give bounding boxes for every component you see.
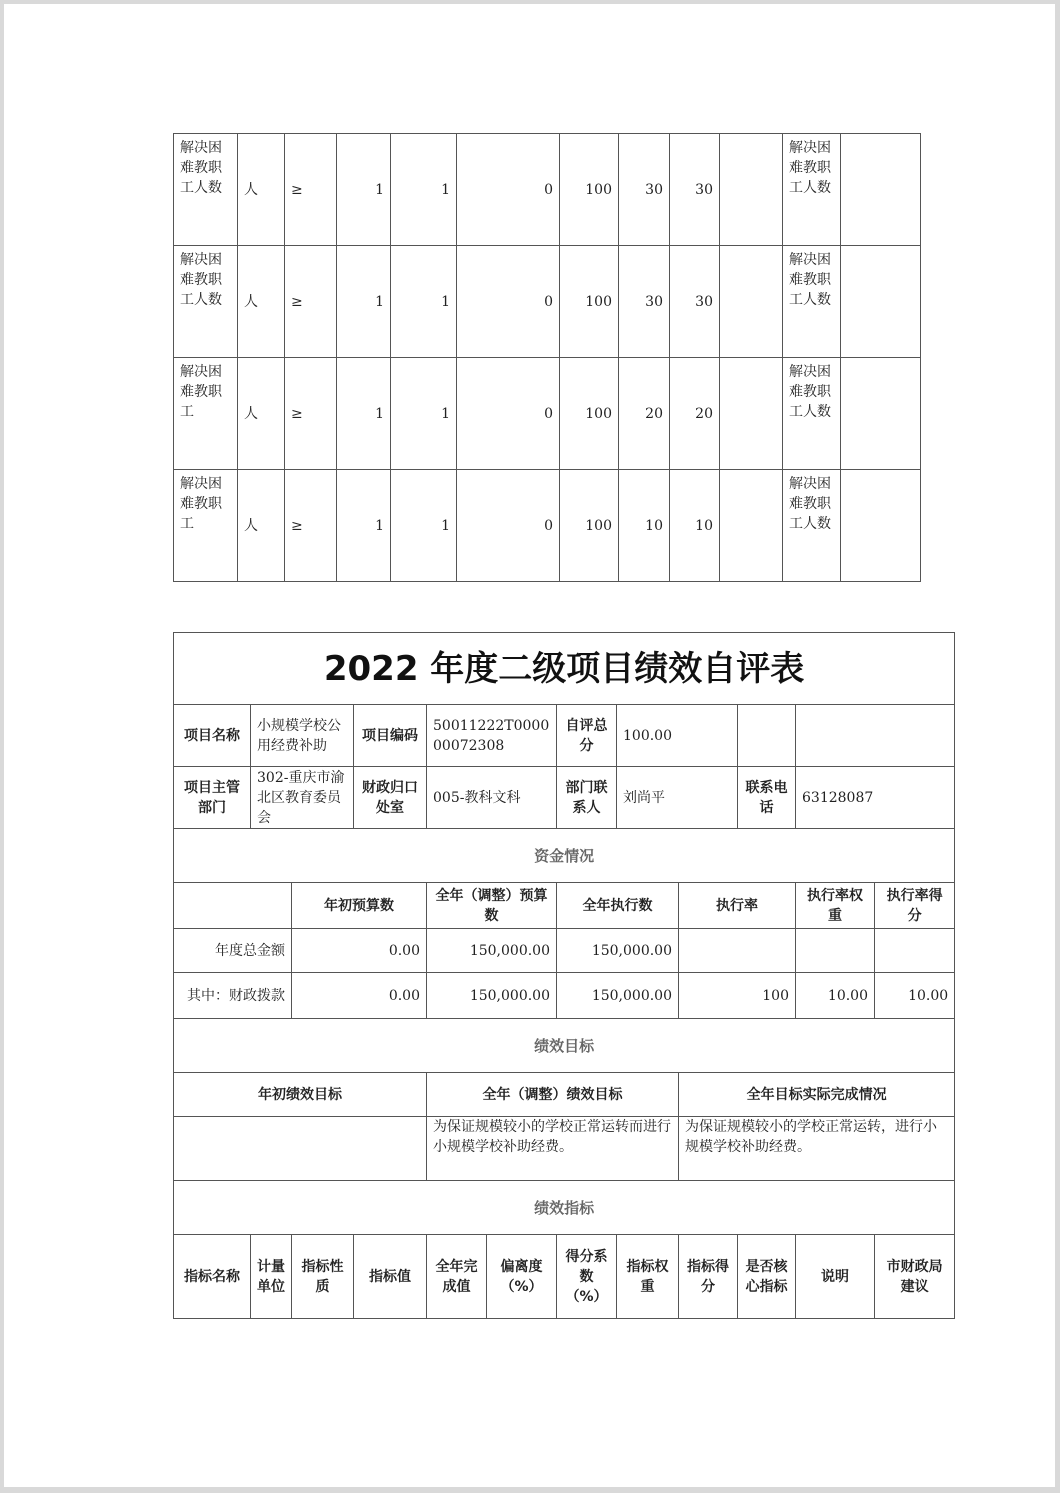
indicator-cell-v3: 0 xyxy=(457,134,560,246)
indicator-header-3: 指标值 xyxy=(354,1235,427,1319)
funds-row-rate: 100 xyxy=(679,973,796,1019)
indicator-cell-name: 解决困难教职工人数 xyxy=(174,134,238,246)
funds-row-budget: 0.00 xyxy=(292,929,427,973)
indicator-header-0: 指标名称 xyxy=(174,1235,251,1319)
goals-header-actual: 全年目标实际完成情况 xyxy=(679,1073,955,1117)
phone-value: 63128087 xyxy=(796,767,955,829)
indicator-cell-v6: 20 xyxy=(670,358,720,470)
indicator-cell-op: ≥ xyxy=(285,246,337,358)
indicator-header-7: 指标权重 xyxy=(617,1235,679,1319)
funds-header-budget: 年初预算数 xyxy=(292,883,427,929)
project-name-label: 项目名称 xyxy=(174,705,251,767)
indicator-cell-name: 解决困难教职工 xyxy=(174,358,238,470)
goals-actual-value: 为保证规模较小的学校正常运转，进行小规模学校补助经费。 xyxy=(679,1117,955,1181)
funds-row-score xyxy=(875,929,955,973)
contact-value: 刘尚平 xyxy=(617,767,738,829)
indicator-cell-v1: 1 xyxy=(337,470,391,582)
contact-label: 部门联系人 xyxy=(557,767,617,829)
indicator-cell-op: ≥ xyxy=(285,134,337,246)
finance-value: 005-教科文科 xyxy=(427,767,557,829)
indicator-cell-v3: 0 xyxy=(457,358,560,470)
indicator-cell-v5: 30 xyxy=(619,134,670,246)
indicator-cell-v7 xyxy=(720,358,783,470)
dept-value: 302-重庆市渝北区教育委员会 xyxy=(251,767,354,829)
indicator-cell-v2: 1 xyxy=(391,358,457,470)
indicator-cell-v4: 100 xyxy=(560,134,619,246)
indicator-header-4: 全年完成值 xyxy=(427,1235,487,1319)
dept-label: 项目主管部门 xyxy=(174,767,251,829)
funds-row-executed: 150,000.00 xyxy=(557,929,679,973)
project-code-value: 50011222T000000072308 xyxy=(427,705,557,767)
indicator-cell-unit: 人 xyxy=(238,246,285,358)
indicator-cell-v6: 10 xyxy=(670,470,720,582)
funds-row-weight: 10.00 xyxy=(796,973,875,1019)
indicators-section-header: 绩效指标 xyxy=(174,1181,955,1235)
phone-label: 联系电话 xyxy=(738,767,796,829)
indicator-row xyxy=(174,358,921,470)
indicator-header-1: 计量单位 xyxy=(251,1235,292,1319)
indicator-cell-unit: 人 xyxy=(238,358,285,470)
indicator-cell-v8 xyxy=(841,358,921,470)
indicator-cell-v4: 100 xyxy=(560,358,619,470)
goals-adjusted-value: 为保证规模较小的学校正常运转而进行小规模学校补助经费。 xyxy=(427,1117,679,1181)
finance-label: 财政归口处室 xyxy=(354,767,427,829)
funds-header-score: 执行率得分 xyxy=(875,883,955,929)
indicator-cell-name: 解决困难教职工 xyxy=(174,470,238,582)
indicator-cell-v5: 10 xyxy=(619,470,670,582)
goals-initial-value xyxy=(174,1117,427,1181)
indicator-cell-v1: 1 xyxy=(337,246,391,358)
funds-row-score: 10.00 xyxy=(875,973,955,1019)
funds-row-label: 其中：财政拨款 xyxy=(174,973,292,1019)
empty-cell xyxy=(174,883,292,929)
indicator-cell-v6: 30 xyxy=(670,134,720,246)
indicator-header-10: 说明 xyxy=(796,1235,875,1319)
indicator-header-9: 是否核心指标 xyxy=(738,1235,796,1319)
indicator-cell-v5: 30 xyxy=(619,246,670,358)
indicator-cell-v5: 20 xyxy=(619,358,670,470)
indicator-cell-v1: 1 xyxy=(337,134,391,246)
document-page xyxy=(4,4,1055,1487)
funds-row-budget: 0.00 xyxy=(292,973,427,1019)
indicator-cell-op: ≥ xyxy=(285,470,337,582)
indicator-cell-v2: 1 xyxy=(391,246,457,358)
indicator-cell-v8 xyxy=(841,470,921,582)
funds-header-executed: 全年执行数 xyxy=(557,883,679,929)
funds-row-adjusted: 150,000.00 xyxy=(427,929,557,973)
funds-header-rate: 执行率 xyxy=(679,883,796,929)
goals-header-adjusted: 全年（调整）绩效目标 xyxy=(427,1073,679,1117)
self-evaluation-form xyxy=(173,632,955,1319)
indicator-cell-v7 xyxy=(720,134,783,246)
funds-section-header: 资金情况 xyxy=(174,829,955,883)
indicator-cell-unit: 人 xyxy=(238,134,285,246)
funds-row-label: 年度总金额 xyxy=(174,929,292,973)
indicator-cell-v2: 1 xyxy=(391,470,457,582)
indicator-cell-note: 解决困难教职工人数 xyxy=(783,134,841,246)
funds-row-rate xyxy=(679,929,796,973)
indicator-header-6: 得分系数（%） xyxy=(557,1235,617,1319)
indicator-cell-v2: 1 xyxy=(391,134,457,246)
funds-row-adjusted: 150,000.00 xyxy=(427,973,557,1019)
indicator-cell-op: ≥ xyxy=(285,358,337,470)
project-name-value: 小规模学校公用经费补助 xyxy=(251,705,354,767)
indicator-cell-v7 xyxy=(720,470,783,582)
indicator-cell-note: 解决困难教职工人数 xyxy=(783,246,841,358)
indicator-table-continued xyxy=(173,133,921,582)
indicator-cell-name: 解决困难教职工人数 xyxy=(174,246,238,358)
indicator-cell-v4: 100 xyxy=(560,246,619,358)
self-score-value: 100.00 xyxy=(617,705,738,767)
indicator-row xyxy=(174,134,921,246)
indicator-cell-v3: 0 xyxy=(457,246,560,358)
indicator-cell-unit: 人 xyxy=(238,470,285,582)
self-score-label: 自评总分 xyxy=(557,705,617,767)
indicator-cell-v3: 0 xyxy=(457,470,560,582)
goals-section-header: 绩效目标 xyxy=(174,1019,955,1073)
indicator-header-11: 市财政局建议 xyxy=(875,1235,955,1319)
project-code-label: 项目编码 xyxy=(354,705,427,767)
goals-header-initial: 年初绩效目标 xyxy=(174,1073,427,1117)
funds-header-adjusted: 全年（调整）预算数 xyxy=(427,883,557,929)
indicator-header-5: 偏离度（%） xyxy=(487,1235,557,1319)
indicator-cell-note: 解决困难教职工人数 xyxy=(783,470,841,582)
indicator-row xyxy=(174,470,921,582)
indicator-cell-v7 xyxy=(720,246,783,358)
indicator-header-8: 指标得分 xyxy=(679,1235,738,1319)
indicator-cell-v1: 1 xyxy=(337,358,391,470)
funds-row-executed: 150,000.00 xyxy=(557,973,679,1019)
indicator-cell-note: 解决困难教职工人数 xyxy=(783,358,841,470)
indicator-header-2: 指标性质 xyxy=(292,1235,354,1319)
indicator-cell-v4: 100 xyxy=(560,470,619,582)
indicator-cell-v8 xyxy=(841,246,921,358)
funds-header-weight: 执行率权重 xyxy=(796,883,875,929)
indicator-row xyxy=(174,246,921,358)
empty-cell xyxy=(738,705,796,767)
funds-row-weight xyxy=(796,929,875,973)
form-title: 2022 年度二级项目绩效自评表 xyxy=(174,633,955,705)
indicator-cell-v6: 30 xyxy=(670,246,720,358)
empty-cell xyxy=(796,705,955,767)
indicator-cell-v8 xyxy=(841,134,921,246)
